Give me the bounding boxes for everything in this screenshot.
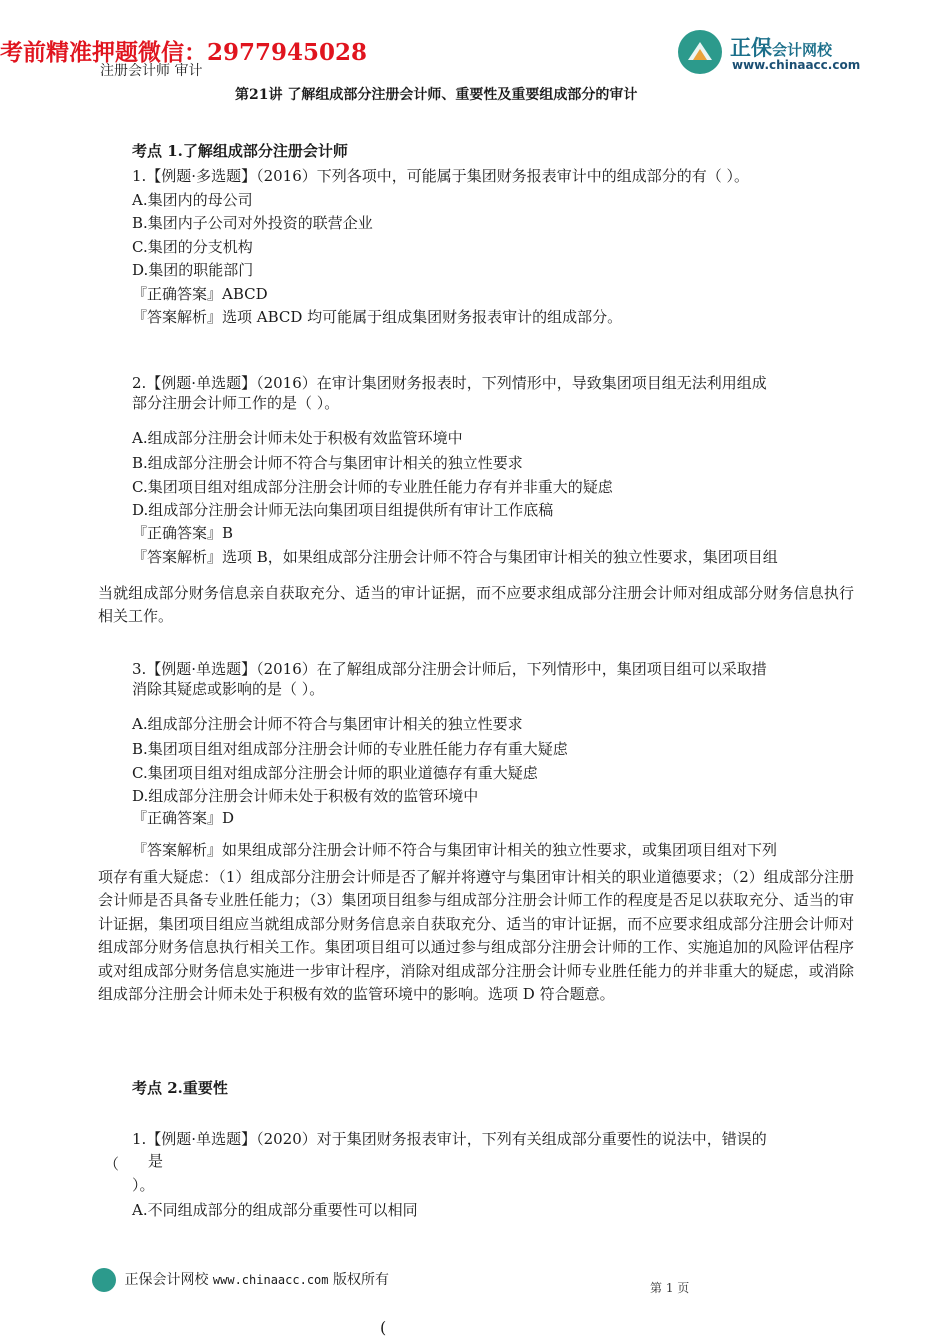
logo-brand-sub: 会计网校 — [772, 41, 833, 59]
footer-url[interactable]: www.chinaacc.com — [212, 1273, 329, 1287]
q2-answer: 『正确答案』B — [132, 524, 234, 542]
q3-option-d: D.组成部分注册会计师未处于积极有效的监管环境中 — [132, 787, 479, 805]
lecture-title: 第21讲 了解组成部分注册会计师、重要性及重要组成部分的审计 — [235, 87, 638, 103]
q1-stem: 1.【例题·多选题】（2016）下列各项中，可能属于集团财务报表审计中的组成部分的有（ ）。 — [132, 167, 750, 185]
footer-brand: 正保会计网校 — [124, 1272, 209, 1288]
q3-answer: 『正确答案』D — [132, 809, 235, 827]
q1-answer: 『正确答案』ABCD — [132, 285, 268, 303]
promo-banner: 考前精准押题微信：2977945028 — [0, 39, 368, 66]
q3-stem-line1: 3.【例题·单选题】（2016）在了解组成部分注册会计师后，下列情形中，集团项目组可以采取措 — [132, 660, 767, 678]
q1-option-d: D.集团的职能部门 — [132, 261, 254, 279]
q1-option-c: C.集团的分支机构 — [132, 238, 253, 256]
header-partial-line: 注册会计师 审计 — [100, 63, 203, 79]
s2-q1-paren-close: ）。 — [132, 1176, 155, 1194]
q1-analysis: 『答案解析』选项 ABCD 均可能属于组成集团财务报表审计的组成部分。 — [132, 308, 623, 326]
s2-q1-stem: 1.【例题·单选题】（2020）对于集团财务报表审计，下列有关组成部分重要性的说法中，错误的 — [132, 1130, 767, 1148]
q2-option-d: D.组成部分注册会计师无法向集团项目组提供所有审计工作底稿 — [132, 501, 554, 519]
q3-option-b: B.集团项目组对组成部分注册会计师的专业胜任能力存有重大疑虑 — [132, 740, 568, 758]
logo-brand-name: 正保 — [730, 36, 772, 60]
q2-analysis-rest: 当就组成部分财务信息亲自获取充分、适当的审计证据，而不应要求组成部分注册会计师对组成部分财务信息执行相关工作。 — [98, 584, 854, 626]
q3-option-a: A.组成部分注册会计师不符合与集团审计相关的独立性要求 — [132, 715, 523, 733]
stray-mark: ( — [380, 1318, 387, 1337]
page-footer — [92, 1268, 389, 1292]
q1-option-a: A.集团内的母公司 — [132, 191, 253, 209]
page-header — [90, 60, 770, 103]
section-title-1: 考点 1.了解组成部分注册会计师 — [132, 142, 348, 160]
q1-option-b: B.集团内子公司对外投资的联营企业 — [132, 214, 373, 232]
q2-option-b: B.组成部分注册会计师不符合与集团审计相关的独立性要求 — [132, 454, 523, 472]
q2-option-a: A.组成部分注册会计师未处于积极有效监管环境中 — [132, 429, 463, 447]
section-title-2: 考点 2.重要性 — [132, 1079, 228, 1097]
q3-analysis-line1: 『答案解析』如果组成部分注册会计师不符合与集团审计相关的独立性要求，或集团项目组对下列 — [132, 841, 778, 859]
s2-q1-stem-cont: 是 — [148, 1152, 164, 1170]
q3-stem-line2: 消除其疑虑或影响的是（ ）。 — [132, 680, 325, 698]
page-number: 第 1 页 — [650, 1281, 690, 1295]
q3-option-c: C.集团项目组对组成部分注册会计师的职业道德存有重大疑虑 — [132, 764, 538, 782]
logo-url: www.chinaacc.com — [732, 58, 861, 72]
q2-analysis-line1: 『答案解析』选项 B，如果组成部分注册会计师不符合与集团审计相关的独立性要求，集团项目组 — [132, 548, 778, 566]
footer-logo-icon — [92, 1268, 116, 1292]
q3-analysis-rest: 项存有重大疑虑：（1）组成部分注册会计师是否了解并将遵守与集团审计相关的职业道德要求；（2）组成部分注册会计师是否具备专业胜任能力；（3）集团项目组参与组成部分注册会计师工作的程度是否足以获取充分、适当的审计证据，集团项目组应当就组成部分财务信息亲自获取充分、适当的审计证据，而不应要求组成部分注册会计师对组成部分财务信息执行相关工作。集团项目组可以通过参与组成部分注册会计师的工作、实施追加的风险评估程序或对组成部分财务信息实施进一步审计程序，消除对组成部分注册会计师专业胜任能力的并非重大的疑虑，或消除组成部分注册会计师未处于积极有效的监管环境中的影响。选项 D 符合题意。 — [98, 868, 854, 1004]
q2-stem-line1: 2.【例题·单选题】（2016）在审计集团财务报表时，下列情形中，导致集团项目组无法利用组成 — [132, 374, 767, 392]
s2-q1-paren-open: （ — [104, 1155, 120, 1173]
s2-q1-option-a: A.不同组成部分的组成部分重要性可以相同 — [132, 1201, 418, 1219]
q2-stem-line2: 部分注册会计师工作的是（ ）。 — [132, 394, 340, 412]
q2-option-c: C.集团项目组对组成部分注册会计师的专业胜任能力存有并非重大的疑虑 — [132, 478, 613, 496]
footer-rights: 版权所有 — [332, 1272, 389, 1288]
